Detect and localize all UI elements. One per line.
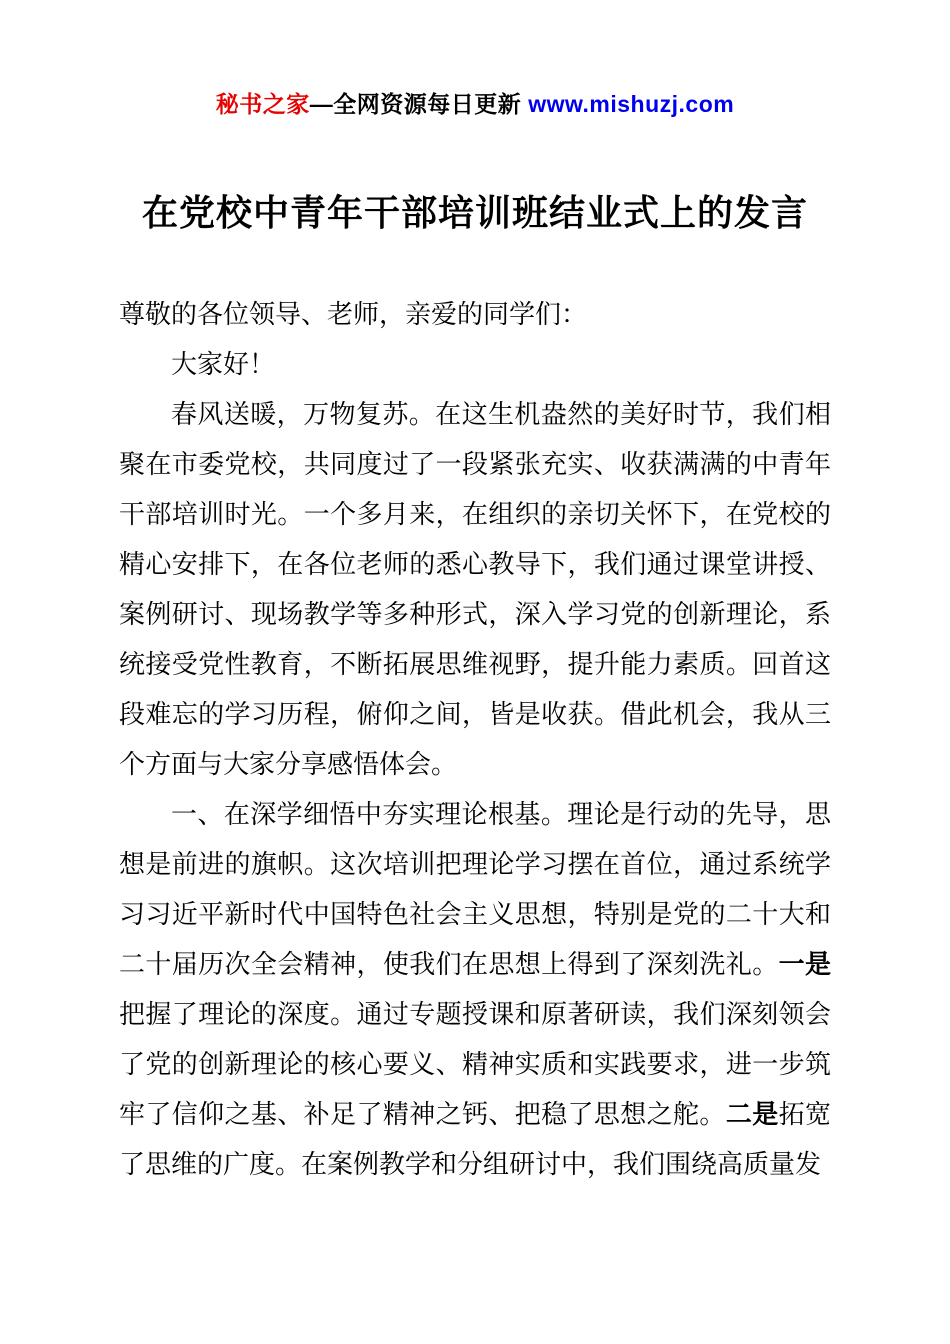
site-url-link[interactable]: www.mishuzj.com <box>528 91 735 117</box>
salutation-paragraph <box>119 290 831 340</box>
text-run: 大家好！ <box>171 350 276 379</box>
greeting-paragraph <box>119 340 831 390</box>
section-one-paragraph <box>119 790 831 1190</box>
bold-text-run: 二是 <box>725 1100 779 1129</box>
text-run: 尊敬的各位领导、老师，亲爱的同学们： <box>119 300 588 329</box>
document-title: 在党校中青年干部培训班结业式上的发言 <box>141 192 808 233</box>
site-tagline: —全网资源每日更新 <box>309 91 529 117</box>
text-run: 拓宽了思维的广度。在案例教学和分组研讨中，我们围绕高质量发 <box>119 1100 831 1179</box>
text-run: 把握了理论的深度。通过专题授课和原著研读，我们深刻领会了党的创新理论的核心要义、精神实质和实践要求，进一步筑牢了信仰之基、补足了精神之钙、把稳了思想之舵。 <box>119 1000 831 1129</box>
opening-paragraph <box>119 390 831 790</box>
text-run: 一、在深学细悟中夯实理论根基。理论是行动的先导，思想是前进的旗帜。这次培训把理论学习摆在首位，通过系统学习习近平新时代中国特色社会主义思想，特别是党的二十大和二十届历次全会精神，使我们在思想上得到了深刻洗礼。 <box>119 800 831 979</box>
text-run: 春风送暖，万物复苏。在这生机盎然的美好时节，我们相聚在市委党校，共同度过了一段紧张充实、收获满满的中青年干部培训时光。一个多月来，在组织的亲切关怀下，在党校的精心安排下，在各位老师的悉心教导下，我们通过课堂讲授、案例研讨、现场教学等多种形式，深入学习党的创新理论，系统接受党性教育，不断拓展思维视野，提升能力素质。回首这段难忘的学习历程，俯仰之间，皆是收获。借此机会，我从三个方面与大家分享感悟体会。 <box>119 400 831 779</box>
site-brand: 秘书之家 <box>215 91 310 117</box>
site-header <box>0 0 950 119</box>
bold-text-run: 一是 <box>778 950 831 979</box>
document-body <box>119 290 831 1190</box>
